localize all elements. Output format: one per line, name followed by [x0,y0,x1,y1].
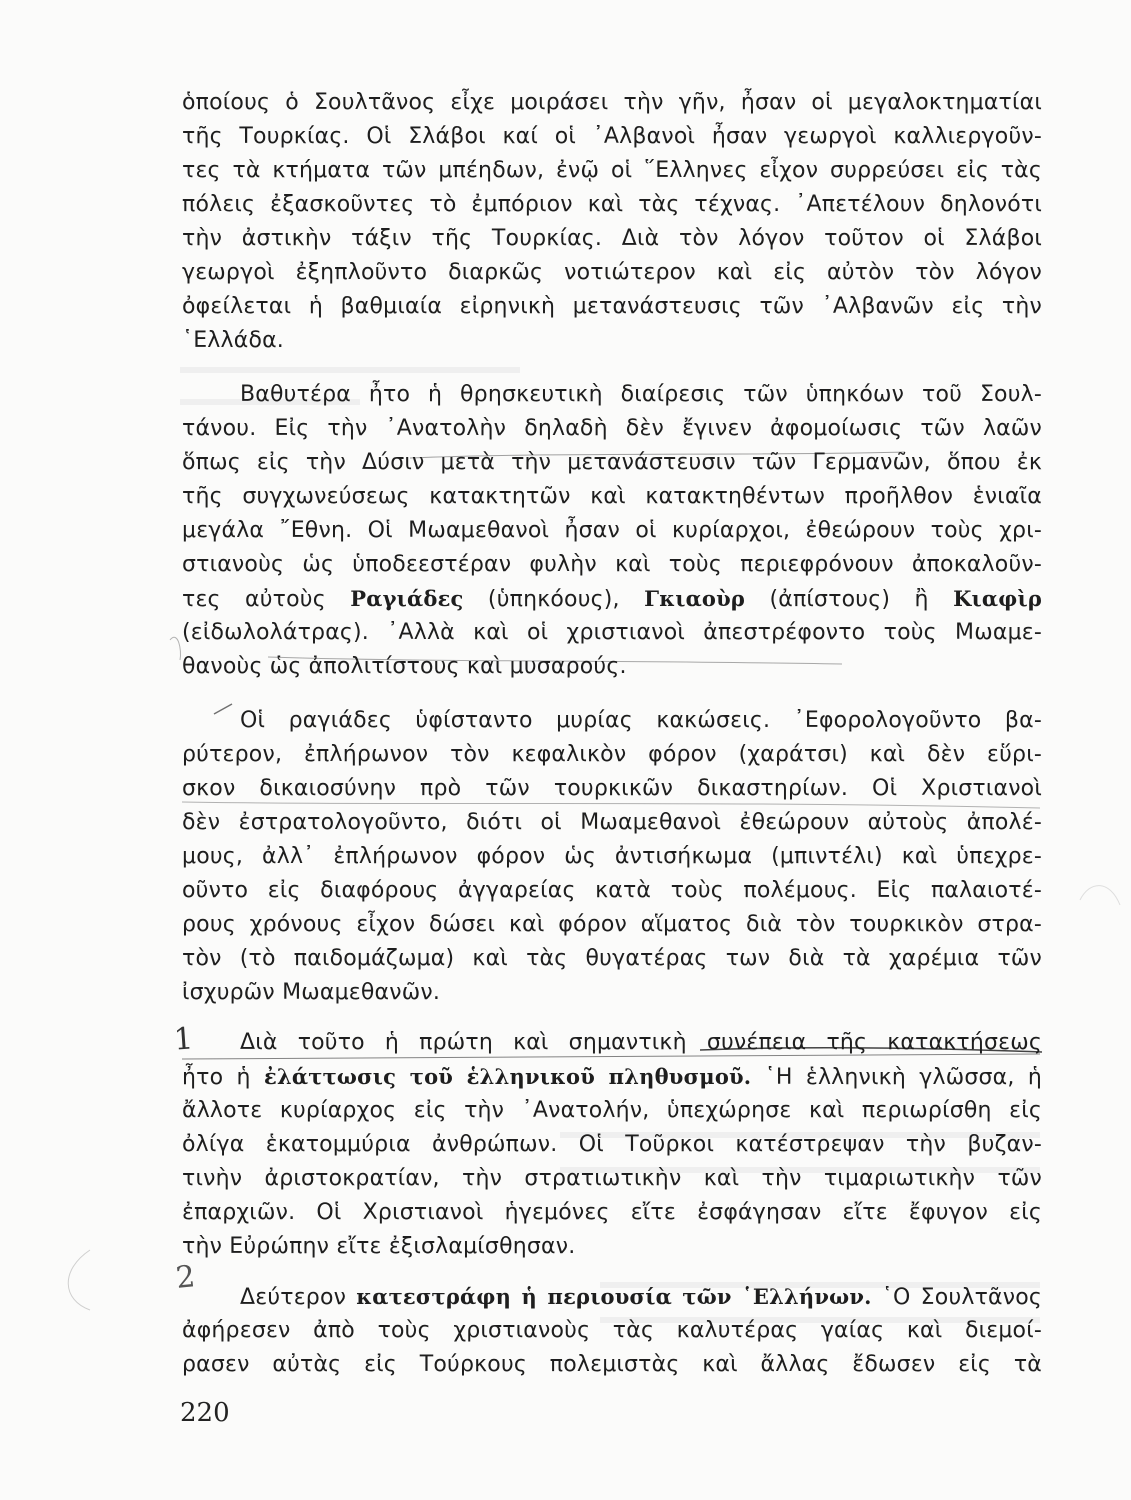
text-line: τάνου. Εἰς τὴν ᾿Ανατολὴν δηλαδὴ δὲν ἔγινεν ἀφομοίωσις τῶν λαῶν [182,416,1042,441]
text-line: τῆς συγχωνεύσεως κατακτητῶν καὶ κατακτηθέντων προῆλθον ἑνιαῖα [182,484,1042,509]
text-line: ἐπαρχιῶν. Οἱ Χριστιανοὶ ἡγεμόνες εἴτε ἐσφάγησαν εἴτε ἔφυγον εἰς [182,1200,1042,1225]
paragraph-start: Βαθυτέρα ἦτο ἡ θρησκευτικὴ διαίρεσις τῶν ὑπηκόων τοῦ Σουλ- [240,382,1042,407]
bracket-mark [214,704,232,714]
bracket-mark [170,637,181,660]
text-line: σκον δικαιοσύνην πρὸ τῶν τουρκικῶν δικαστηρίων. Οἱ Χριστιανοὶ [182,776,1042,801]
text-line: τες αὐτοὺς Ραγιάδες (ὑπηκόους), Γκιαοὺρ (ἀπίστους) ἢ Κιαφὶρ [182,586,1042,612]
text-line: δὲν ἐστρατολογοῦντο, διότι οἱ Μωαμεθανοὶ ἐθεώρουν αὐτοὺς ἀπολέ- [182,810,1042,835]
text-line: ρύτερον, ἐπλήρωνον τὸν κεφαλικὸν φόρον (χαράτσι) καὶ δὲν εὕρι- [182,742,1042,767]
text-line: ῾Ελλάδα. [182,328,284,353]
text-line: ρους χρόνους εἶχον δώσει καὶ φόρον αἵματος διὰ τὸν τουρκικὸν στρα- [182,912,1042,937]
text-line: ὀφείλεται ἡ βαθμιαία εἰρηνικὴ μετανάστευσις τῶν ᾿Αλβανῶν εἰς τὴν [182,294,1042,319]
text-line: τες τὰ κτήματα τῶν μπέηδων, ἐνῷ οἱ ῞Ελληνες εἶχον συρρεύσει εἰς τὰς [182,158,1042,183]
margin-scribble [1080,886,1120,905]
text-line: ἦτο ἡ ἐλάττωσις τοῦ ἑλληνικοῦ πληθυσμοῦ. ῾Η ἑλληνικὴ γλῶσσα, ἡ [182,1064,1042,1090]
paragraph-start: Οἱ ραγιάδες ὑφίσταντο μυρίας κακώσεις. ᾿Εφορολογοῦντο βα- [240,708,1042,733]
paragraph-start: Δεύτερον κατεστράφη ἡ περιουσία τῶν ῾Ελλήνων. ῾Ο Σουλτᾶνος [240,1284,1042,1310]
margin-scribble [68,1250,90,1310]
text-line: τῆς Τουρκίας. Οἱ Σλάβοι καί οἱ ᾿Αλβανοὶ ἦσαν γεωργοὶ καλλιεργοῦν- [182,124,1042,149]
bold-term: κατεστράφη ἡ περιουσία τῶν ῾Ελλήνων. [356,1284,872,1309]
page-number: 220 [180,1398,230,1428]
text-line: γεωργοὶ ἐξηπλοῦντο διαρκῶς νοτιώτερον καὶ εἰς αὐτὸν τὸν λόγον [182,260,1042,285]
bold-term: ἐλάττωσις τοῦ ἑλληνικοῦ πληθυσμοῦ. [264,1064,752,1089]
bold-term: Γκιαοὺρ [644,586,746,611]
text-line: θανοὺς ὡς ἀπολιτίστους καὶ μυσαρούς. [182,654,627,679]
text-line: (εἰδωλολάτρας). ᾿Αλλὰ καὶ οἱ χριστιανοὶ ἀπεστρέφοντο τοὺς Μωαμε- [182,620,1042,645]
text-line: τινὴν ἀριστοκρατίαν, τὴν στρατιωτικὴν καὶ τὴν τιμαριωτικὴν τῶν [182,1166,1042,1191]
margin-number-2: 2 [174,1259,197,1296]
bold-term: Κιαφὶρ [953,586,1042,611]
bold-term: Ραγιάδες [350,586,464,611]
text-line: οῦντο εἰς διαφόρους ἀγγαρείας κατὰ τοὺς πολέμους. Εἰς παλαιοτέ- [182,878,1042,903]
text-line: μους, ἀλλ᾿ ἐπλήρωνον φόρον ὡς ἀντισήκωμα (μπιντέλι) καὶ ὑπεχρε- [182,844,1042,869]
text-line: ἀφήρεσεν ἀπὸ τοὺς χριστιανοὺς τὰς καλυτέρας γαίας καὶ διεμοί- [182,1318,1042,1343]
text-line: τὸν (τὸ παιδομάζωμα) καὶ τὰς θυγατέρας των διὰ τὰ χαρέμια τῶν [182,946,1042,971]
text-line: τὴν ἀστικὴν τάξιν τῆς Τουρκίας. Διὰ τὸν λόγον τοῦτον οἱ Σλάβοι [182,226,1042,251]
text-line: στιανοὺς ὡς ὑποδεεστέραν φυλὴν καὶ τοὺς περιεφρόνουν ἀποκαλοῦν- [182,552,1042,577]
text-line: πόλεις ἐξασκοῦντες τὸ ἐμπόριον καὶ τὰς τέχνας. ᾿Απετέλουν δηλονότι [182,192,1042,217]
text-line: ὁποίους ὁ Σουλτᾶνος εἶχε μοιράσει τὴν γῆν, ἦσαν οἱ μεγαλοκτηματίαι [182,90,1042,115]
text-line: ὅπως εἰς τὴν Δύσιν μετὰ τὴν μετανάστευσιν τῶν Γερμανῶν, ὅπου ἐκ [182,450,1042,475]
text-line: ἰσχυρῶν Μωαμεθανῶν. [182,980,441,1005]
text-line: μεγάλα ῎Εθνη. Οἱ Μωαμεθανοὶ ἦσαν οἱ κυρίαρχοι, ἐθεώρουν τοὺς χρι- [182,518,1042,543]
paragraph-start: Διὰ τοῦτο ἡ πρώτη καὶ σημαντικὴ συνέπεια τῆς κατακτήσεως [240,1030,1042,1055]
text-line: ρασεν αὐτὰς εἰς Τούρκους πολεμιστὰς καὶ ἄλλας ἔδωσεν εἰς τὰ [182,1352,1042,1377]
text-line: τὴν Εὐρώπην εἴτε ἐξισλαμίσθησαν. [182,1234,576,1259]
text-line: ὀλίγα ἑκατομμύρια ἀνθρώπων. Οἱ Τοῦρκοι κατέστρεψαν τὴν βυζαν- [182,1132,1042,1157]
text-line: ἄλλοτε κυρίαρχος εἰς τὴν ᾿Ανατολήν, ὑπεχώρησε καὶ περιωρίσθη εἰς [182,1098,1042,1123]
margin-number-1: 1 [172,1021,195,1058]
